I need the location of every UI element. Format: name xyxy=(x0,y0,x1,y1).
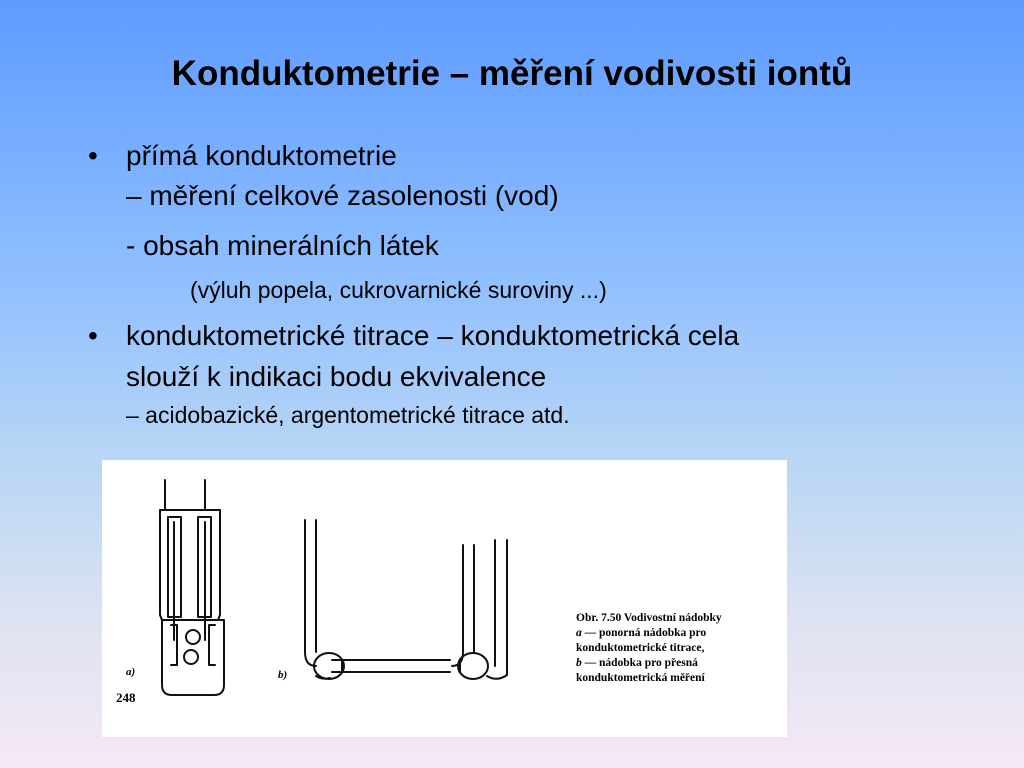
caption-line-5: konduktometrická měření xyxy=(576,672,705,684)
caption-line-1: Obr. 7.50 Vodivostní nádobky xyxy=(576,612,722,624)
bullet-1-line-3: - obsah minerálních látek xyxy=(126,230,439,261)
caption-line-4-text: — nádobka pro přesná xyxy=(581,657,698,669)
bullet-marker-2: • xyxy=(88,320,98,351)
bullet-marker-1: • xyxy=(88,140,98,171)
h-cell-b-drawing xyxy=(305,520,507,679)
conductivity-cells-drawing xyxy=(102,460,787,737)
bullet-1-line-1: přímá konduktometrie xyxy=(126,140,397,171)
figure-label-a: a) xyxy=(126,666,136,678)
slide-title: Konduktometrie – měření vodivosti iontů xyxy=(171,54,853,93)
bullet-1-line-4: (výluh popela, cukrovarnické suroviny ...) xyxy=(190,277,607,303)
figure-label-b: b) xyxy=(278,669,288,681)
bullet-2-line-3: – acidobazické, argentometrické titrace atd. xyxy=(126,402,570,428)
caption-a-marker: a xyxy=(576,627,582,639)
page-number: 248 xyxy=(116,690,136,705)
bullet-2-line-2: slouží k indikaci bodu ekvivalence xyxy=(126,361,547,392)
caption-b-marker: b xyxy=(576,657,582,669)
bullet-1-line-2: – měření celkové zasolenosti (vod) xyxy=(126,180,559,211)
dip-cell-a-drawing xyxy=(160,480,224,695)
caption-line-2-text: — ponorná nádobka pro xyxy=(581,627,707,639)
conductivity-cells-figure xyxy=(102,460,787,737)
caption-line-4 xyxy=(576,656,722,671)
figure-caption xyxy=(576,611,722,686)
bullet-2-line-1: konduktometrické titrace – konduktometrická cela xyxy=(126,320,740,351)
caption-line-3: konduktometrické titrace, xyxy=(576,642,705,654)
caption-line-2 xyxy=(576,626,722,641)
